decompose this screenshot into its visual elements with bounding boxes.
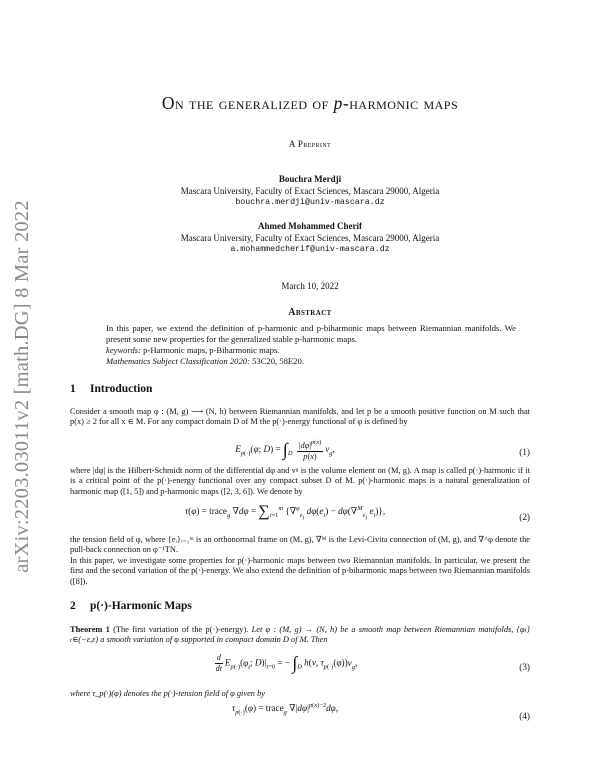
- author-name: Ahmed Mohammed Cherif: [258, 221, 362, 231]
- theorem-1: [70, 625, 530, 646]
- theorem-where: where τ_p(·)(φ) denotes the p(·)-tension field of φ given by: [70, 689, 265, 698]
- keywords-label: keywords:: [106, 345, 141, 355]
- intro-paragraph-3: the tension field of φ, where {eᵢ}ᵢ₌₁ᵐ is an orthonormal frame on (M, g), ∇ᴹ is the Levi-Civita connection of (M, g), and ∇^φ denote the pull-back connection on φ⁻¹TN.: [70, 535, 530, 555]
- equation-2: [70, 503, 530, 533]
- equation-1: [70, 438, 530, 468]
- arxiv-stamp: [4, 176, 40, 596]
- intro-paragraph-1: Consider a smooth map φ : (M, g) ⟶ (N, h) between Riemannian manifolds, and let p be a smooth positive function on M such that p(x) ≥ 2 for all x ∈ M. For any compact domain D of M the p(·)-energy functional of φ is defined by: [70, 407, 530, 427]
- equation-body: $\frac{d}{dt}$ $E_{p(\cdot)}(\varphi_t$; $D)|_{t=0}$ = − $\int_D$ h(v, $\tau_{p(\cdot)}(\varphi))v_g$,: [215, 653, 358, 673]
- theorem-note: (The first variation of the p(·)-energy).: [113, 625, 249, 634]
- theorem-text: Let φ : (M, g) → (N, h) be a smooth map between Riemannian manifolds, {φₜ}ₜ∈(−ε,ε) a smooth variation of φ supported in compact domain D of M. Then: [70, 625, 530, 645]
- section-number: 1: [70, 383, 76, 395]
- equation-number: (2): [519, 512, 530, 522]
- arxiv-id: arXiv:2203.03011v2 [math.DG] 8 Mar 2022: [10, 199, 33, 573]
- equation-3: [70, 653, 530, 683]
- section-heading-introduction: [70, 383, 152, 395]
- theorem-label: Theorem 1: [70, 625, 110, 634]
- intro-paragraph-4: In this paper, we investigate some properties for p(·)-harmonic maps between two Riemannian manifolds. In particular, we present the first and the second variation of the p(·)-energy. We also extend the definition of p-biharmonic maps between two Riemannian manifolds ([8]).: [70, 556, 530, 586]
- title-part1: On the generalized of: [161, 93, 334, 113]
- equation-number: (3): [519, 662, 530, 672]
- keywords-line: [106, 345, 516, 356]
- equation-number: (1): [519, 447, 530, 457]
- msc-label: Mathematics Subject Classification 2020:: [106, 356, 250, 366]
- msc-line: [106, 356, 516, 367]
- section-heading-p-harmonic: [70, 600, 192, 612]
- equation-body: τ(φ) = trace$_g$ $\nabla d\varphi = \sum_{i=1}^m$ {∇$^\varphi_{e_i}$ $d\varphi(e_i) - d\varphi(\nabla^M_{e_i}$ $e_i$)},: [184, 503, 386, 522]
- paper-date: March 10, 2022: [281, 281, 339, 291]
- equation-4: [70, 702, 530, 732]
- intro-paragraph-2: where |dφ| is the Hilbert-Schmidt norm of the differential dφ and vᵍ is the volume element on (M, g). A map is called p(·)-harmonic if it is a critical point of the p(·)-energy functional over any compact subset D of M. p(·)-harmonic maps is a natural generalization of harmonic map ([1, 5]) and p-harmonic maps ([2, 3, 6]). We denote by: [70, 466, 530, 496]
- keywords: p-Harmonic maps, p-Biharmonic maps.: [143, 345, 280, 355]
- paper-title: [60, 93, 560, 114]
- author-email[interactable]: bouchra.merdji@univ-mascara.dz: [235, 198, 385, 207]
- author-affiliation: Mascara University, Faculty of Exact Sciences, Mascara 29000, Algeria: [180, 233, 440, 243]
- section-title: Introduction: [90, 383, 153, 395]
- section-title: p(·)-Harmonic Maps: [90, 600, 192, 612]
- equation-number: (4): [519, 711, 530, 721]
- author-email[interactable]: a.mohammedcherif@univ-mascara.dz: [230, 245, 390, 254]
- author-2: [60, 220, 560, 256]
- author-1: [60, 173, 560, 209]
- title-math: p: [333, 93, 343, 113]
- equation-body: $E_{p(\cdot)}(\varphi$; $D) = \int_D$ $\frac{|d\varphi|^{p(x)}}{p(x)}$ $v_g$,: [235, 439, 335, 461]
- author-name: Bouchra Merdji: [278, 174, 342, 184]
- abstract-text: In this paper, we extend the definition of p-harmonic and p-biharmonic maps between Riemannian manifolds. We present some new properties for the generalized stable p-harmonic maps.: [106, 323, 516, 344]
- preprint-label: A Preprint: [288, 139, 332, 149]
- author-affiliation: Mascara University, Faculty of Exact Sciences, Mascara 29000, Algeria: [180, 186, 440, 196]
- abstract-heading: Abstract: [288, 307, 332, 318]
- title-part2: -harmonic maps: [342, 93, 459, 113]
- equation-body: $\tau_{p(\cdot)}(\varphi)$ = trace$_g$ $\nabla|d\varphi|^{p(x)-2}d\varphi$,: [231, 702, 339, 716]
- msc: 53C20, 58E20.: [252, 356, 304, 366]
- abstract-body: [106, 323, 516, 367]
- section-number: 2: [70, 600, 76, 612]
